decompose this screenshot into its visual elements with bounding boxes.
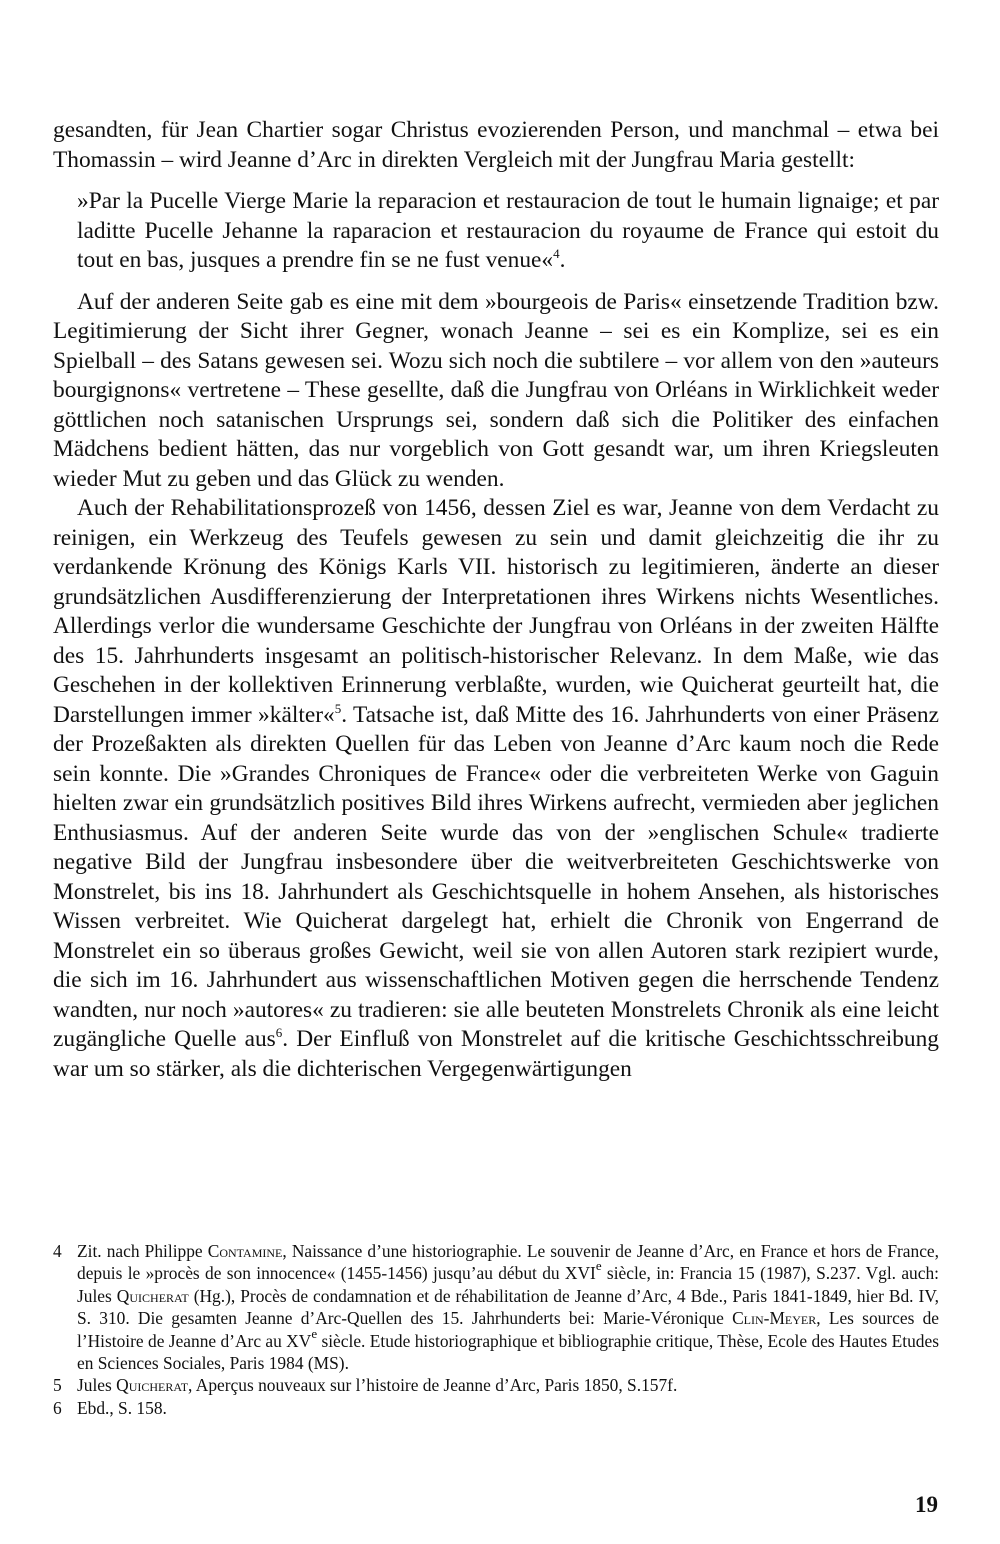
page-number: 19 — [915, 1492, 938, 1517]
paragraph-text: gesandten, für Jean Chartier sogar Christus evozierenden Person, und manchmal – etwa bei Thomassin – wird Jeanne d’Arc in direkten Vergleich mit der Jungfrau Maria gestellt: — [53, 117, 939, 173]
footnote — [53, 1240, 939, 1374]
footnote-number: 5 — [53, 1375, 62, 1396]
paragraph — [53, 288, 939, 495]
footnote-ref[interactable]: 4 — [553, 246, 560, 261]
author-name: Clin-Meyer — [732, 1308, 817, 1329]
footnote-ref[interactable]: 6 — [275, 1025, 283, 1040]
block-quote — [77, 187, 939, 276]
footnote-ref[interactable]: 5 — [334, 700, 342, 716]
footnote-number: 6 — [53, 1397, 62, 1418]
author-name: Contamine — [207, 1241, 283, 1261]
author-name: Quicherat — [116, 1375, 189, 1396]
paragraph — [53, 494, 939, 1084]
footnote — [53, 1397, 939, 1419]
paragraph-text: . Der Einfluß von Monstrelet auf die kritische Geschichtsschreibung war um so stärker, als die dichterischen Vergegenwärtigungen — [53, 1026, 939, 1082]
footnote — [53, 1374, 939, 1396]
footnotes — [53, 1240, 939, 1419]
footnote-text: Zit. nach Philippe Contamine, Naissance d’une historiographie. Le souvenir de Jeanne d’Arc, en France et hors de France, depuis le »procès de son innocence« (1455-1456) jusqu’au début du XVIe siècle, in: Francia 15 (1987), S.237. Vgl. auch: Jules Quicherat (Hg.), Procès de condamnation et de réhabilitation de Jeanne d’Arc, 4 Bde., Paris 1841-1849, hier Bd. IV, S. 310. Die gesamten Jeanne d’Arc-Quellen des 15. Jahrhunderts bei: Marie-Véronique Clin-Meyer, Les sources de l’Histoire de Jeanne d’Arc au XVe siècle. Etude historiographique et bibliographie critique, Thèse, Ecole des Hautes Etudes en Sciences Sociales, Paris 1984 (MS). — [77, 1241, 939, 1374]
quote-end: . — [559, 247, 566, 273]
paragraph-text: Auf der anderen Seite gab es eine mit dem »bourgeois de Paris« einsetzende Tradition bzw. Legitimierung der Sicht ihrer Gegner, wonach Jeanne – sei es ein Komplize, sei es ein Spielball – des Satans gewesen sei. Wozu sich noch die subtilere – vor allem von den »auteurs bourgignons« vertretene – These gesellte, daß die Jungfrau von Orléans in Wirklichkeit weder göttlichen noch satanischen Ursprungs sei, sondern daß sich die Politiker des einfachen Mädchens bedient hätten, das nur vorgeblich von Gott gesandt war, um ihren Kriegsleuten wieder Mut zu geben und das Glück zu wenden. — [53, 288, 939, 492]
paragraph-text: Auch der Rehabilitationsprozeß von 1456, dessen Ziel es war, Jeanne von dem Verdacht zu reinigen, ein Werkzeug des Teufels gewesen zu sein und damit gleichzeitig die ihr zu verdankende Krönung des Königs Karls VII. historisch zu legitimieren, änderte an dieser grundsätzlichen Ausdifferenzierung der Interpretationen ihres Wirkens nichts Wesentliches. Allerdings verlor die wundersame Geschichte der Jungfrau von Orléans in der zweiten Hälfte des 15. Jahrhunderts insgesamt an politisch-historischer Relevanz. In dem Maße, wie das Geschehen in der kollektiven Erinnerung verblaßte, wurden, wie Quicherat geurteilt hat, die Darstellungen immer »kälter« — [53, 495, 939, 728]
paragraph — [53, 116, 939, 175]
footnote-text: Ebd., S. 158. — [77, 1397, 167, 1418]
footnote-text: Jules Quicherat, Aperçus nouveaux sur l’histoire de Jeanne d’Arc, Paris 1850, S.157f. — [77, 1375, 678, 1396]
quote-text: »Par la Pucelle Vierge Marie la reparacion et restauracion de tout le humain lignaige; et par laditte Pucelle Jehanne la raparacion et restauracion du royaume de France qui estoit du tout en bas, jusques a prendre fin se ne fust venue« — [77, 188, 939, 273]
paragraph-text: . Tatsache ist, daß Mitte des 16. Jahrhunderts von einer Präsenz der Prozeßakten als direkten Quellen für das Leben von Jeanne d’Arc kaum noch die Rede sein konnte. Die »Grandes Chroniques de France« oder die verbreiteten Werke von Gaguin hielten zwar ein grundsätzlich positives Bild ihres Wirkens aufrecht, vermieden aber jeglichen Enthusiasmus. Auf der anderen Seite wurde das von der »englischen Schule« tradierte negative Bild der Jungfrau insbesondere über die weitverbreiteten Geschichtswerke von Monstrelet, bis ins 18. Jahrhundert als Geschichtsquelle in hohem Ansehen, als historisches Wissen verbreitet. Wie Quicherat dargelegt hat, erhielt die Chronik von Engerrand de Monstrelet ein so überaus großes Gewicht, weil sie von allen Autoren stark rezipiert wurde, die sich im 16. Jahrhundert aus wissenschaftlichen Motiven gegen die herrschende Tendenz wandten, nur noch »autores« zu tradieren: sie alle beuteten Monstrelets Chronik als eine leicht zugängliche Quelle aus — [53, 701, 939, 1052]
footnote-number: 4 — [53, 1241, 62, 1261]
author-name: Quicherat — [116, 1285, 189, 1306]
main-text — [53, 116, 939, 1084]
